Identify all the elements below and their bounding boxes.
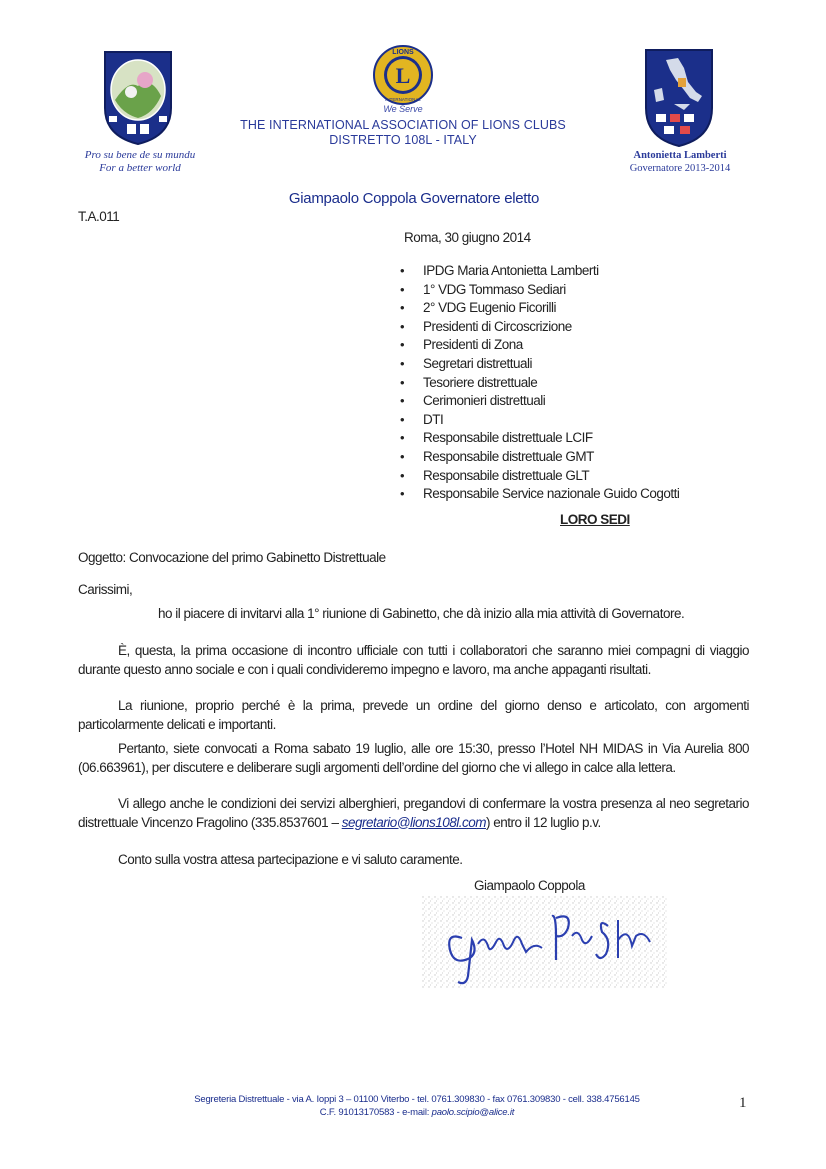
recipient-item: • Responsabile Service nazionale Guido Cogotti	[400, 485, 679, 504]
recipient-item: • Presidenti di Zona	[400, 336, 679, 355]
page-number: 1	[739, 1095, 747, 1111]
recipient-list	[400, 262, 679, 504]
governor-term: Governatore 2013-2014	[629, 163, 731, 174]
paragraph-closing: Conto sulla vostra attesa partecipazione e vi saluto caramente.	[118, 852, 463, 867]
district-name: DISTRETTO 108L - ITALY	[329, 133, 477, 147]
place-date: Roma, 30 giugno 2014	[404, 230, 531, 245]
recipient-item: • Segretari distrettuali	[400, 355, 679, 374]
footer-email-link[interactable]: paolo.scipio@alice.it	[431, 1107, 515, 1118]
greeting: Carissimi,	[78, 582, 133, 597]
recipient-item: • IPDG Maria Antonietta Lamberti	[400, 262, 679, 281]
recipient-item: • Presidenti di Circoscrizione	[400, 318, 679, 337]
footer-tax-code: C.F. 91013170583 - e-mail:	[319, 1107, 432, 1118]
current-governor	[600, 149, 760, 175]
motto-sardinian: Pro su bene de su mundu	[84, 149, 196, 161]
lions-logo	[372, 44, 434, 106]
subject-line: Oggetto: Convocazione del primo Gabinetto Distrettuale	[78, 550, 386, 565]
page-footer	[110, 1093, 724, 1119]
paragraph-invitation: ho il piacere di invitarvi alla 1° riunione di Gabinetto, che dà inizio alla mia attività di Governatore.	[158, 606, 685, 621]
recipient-item: • Cerimonieri distrettuali	[400, 392, 679, 411]
recipient-item: • Tesoriere distrettuale	[400, 374, 679, 393]
district-motto	[60, 149, 220, 175]
governor-name: Antonietta Lamberti	[633, 150, 727, 161]
footer-address: Segreteria Distrettuale - via A. Ioppi 3 – 01100 Viterbo - tel. 0761.309830 - fax 0761.309830 - cell. 338.4756145	[194, 1094, 640, 1105]
motto-english: For a better world	[99, 162, 181, 174]
recipient-item: • Responsabile distrettuale GMT	[400, 448, 679, 467]
district-crest-left	[103, 50, 173, 146]
recipient-item: • Responsabile distrettuale GLT	[400, 467, 679, 486]
paragraph-text: ) entro il 12 luglio p.v.	[485, 814, 601, 830]
paragraph-agenda: La riunione, proprio perché è la prima, prevede un ordine del giorno denso e articolato, con argomenti particolarmente delicati e importanti.	[78, 698, 749, 732]
district-crest-right	[644, 48, 714, 148]
protocol-reference: T.A.011	[78, 209, 120, 224]
paragraph-first-meeting: È, questa, la prima occasione di incontro ufficiale con tutti i collaboratori che saranno miei compagni di viaggio durante questo anno sociale e con i quali condivideremo impegno e lavoro, ma anche appaganti risultati.	[78, 643, 749, 677]
governor-elect-heading: Giampaolo Coppola Governatore eletto	[288, 190, 540, 207]
association-title	[180, 118, 626, 148]
paragraph-convocation: Pertanto, siete convocati a Roma sabato 19 luglio, alle ore 15:30, presso l’Hotel NH MIDAS in Via Aurelia 800 (06.663961), per discutere e deliberare sugli argomenti dell’ordine del giorno che vi allego in calce alla lettera.	[78, 741, 749, 775]
footer-contact	[110, 1106, 724, 1119]
recipient-item: • Responsabile distrettuale LCIF	[400, 429, 679, 448]
svg-text:L: L	[395, 63, 411, 88]
handwritten-signature	[422, 896, 668, 988]
loro-sedi-label: LORO SEDI	[560, 512, 630, 527]
recipient-item: • 1° VDG Tommaso Sediari	[400, 281, 679, 300]
recipient-item: • DTI	[400, 411, 679, 430]
recipient-item: • 2° VDG Eugenio Ficorilli	[400, 299, 679, 318]
svg-text:LIONS: LIONS	[392, 49, 414, 56]
paragraph-hotel-conditions	[78, 795, 749, 832]
secretary-email-link[interactable]: segretario@lions108l.com	[341, 814, 486, 830]
we-serve-tagline: We Serve	[383, 104, 423, 114]
signer-name: Giampaolo Coppola	[474, 878, 585, 893]
association-name: THE INTERNATIONAL ASSOCIATION OF LIONS CLUBS	[240, 118, 566, 132]
paragraph-text: Vi allego anche le condizioni dei servizi alberghieri, pregandovi di confermare la vostra presenza al neo segretario distrettuale Vincenzo Fragolino (335.8537601 –	[78, 796, 749, 830]
svg-text:INTERNATIONAL: INTERNATIONAL	[385, 97, 421, 102]
